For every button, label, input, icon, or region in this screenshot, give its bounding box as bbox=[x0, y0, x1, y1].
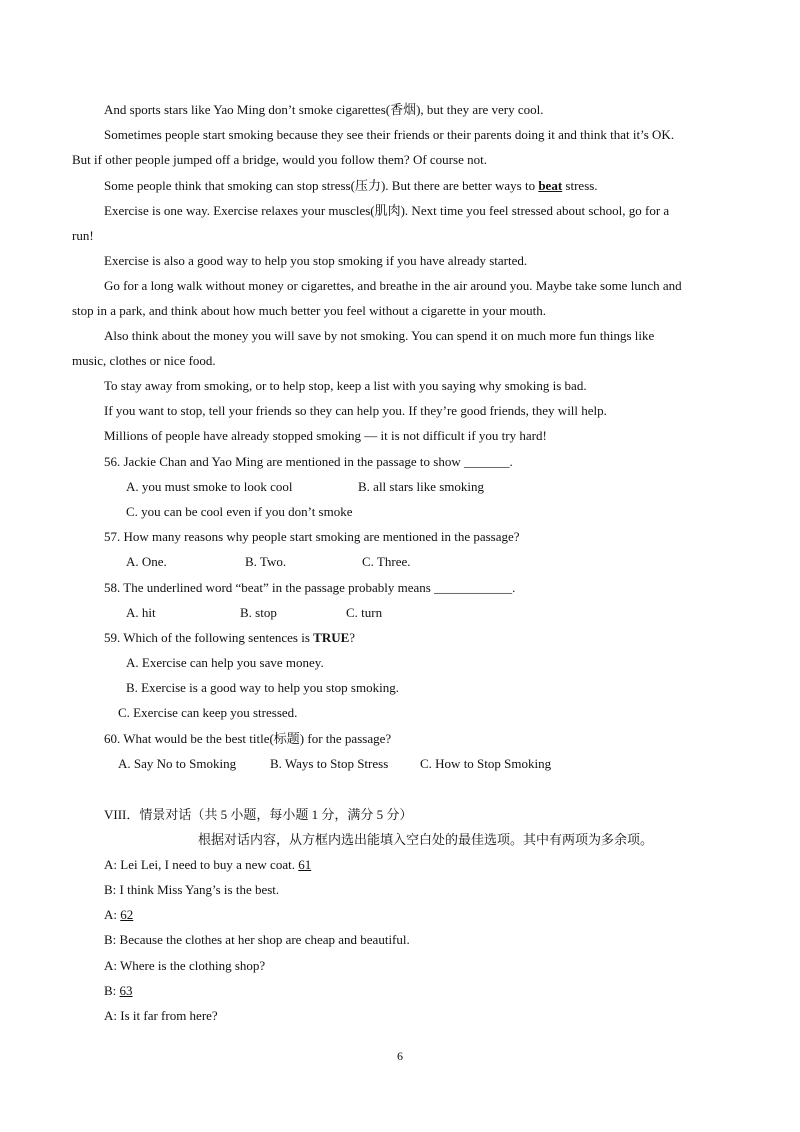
passage-line: Millions of people have already stopped smoking — it is not difficult if you try hard! bbox=[104, 428, 547, 443]
passage-line: But if other people jumped off a bridge, would you follow them? Of course not. bbox=[72, 152, 487, 167]
dialogue-text: B: bbox=[104, 983, 120, 998]
q57-option-c: C. Three. bbox=[362, 554, 411, 569]
underlined-word-beat: beat bbox=[538, 178, 563, 193]
passage-text: Some people think that smoking can stop stress(压力). But there are better ways to bbox=[104, 178, 539, 193]
passage-line: Go for a long walk without money or cigarettes, and breathe in the air around you. Maybe take some lunch and bbox=[104, 278, 682, 293]
blank-62: 62 bbox=[120, 907, 134, 922]
q56-option-a: A. you must smoke to look cool bbox=[126, 479, 293, 494]
q58-option-c: C. turn bbox=[346, 605, 383, 620]
passage-line: Exercise is one way. Exercise relaxes your muscles(肌肉). Next time you feel stressed about school, go for a bbox=[104, 203, 670, 218]
question-emphasis: TRUE bbox=[313, 630, 350, 645]
dialogue-line: A: Where is the clothing shop? bbox=[104, 958, 266, 973]
dialogue-line: A: Is it far from here? bbox=[104, 1008, 218, 1023]
dialogue-text: A: Lei Lei, I need to buy a new coat. bbox=[104, 857, 299, 872]
question-57: 57. How many reasons why people start smoking are mentioned in the passage? bbox=[104, 529, 520, 544]
dialogue-line: B: I think Miss Yang’s is the best. bbox=[104, 882, 280, 897]
passage-text: stress. bbox=[562, 178, 598, 193]
q57-option-b: B. Two. bbox=[245, 554, 287, 569]
passage-line: stop in a park, and think about how much better you feel without a cigarette in your mouth. bbox=[72, 303, 547, 318]
question-59 bbox=[104, 629, 355, 647]
passage-line: run! bbox=[72, 228, 94, 243]
dialogue-line: B: Because the clothes at her shop are cheap and beautiful. bbox=[104, 932, 410, 947]
q59-option-c: C. Exercise can keep you stressed. bbox=[118, 705, 298, 720]
page-number: 6 bbox=[397, 1049, 403, 1063]
passage-line: If you want to stop, tell your friends so they can help you. If they’re good friends, they will help. bbox=[104, 403, 607, 418]
passage-line: Also think about the money you will save by not smoking. You can spend it on much more fun things like bbox=[104, 328, 655, 343]
dialogue-line bbox=[104, 906, 133, 924]
question-text: 59. Which of the following sentences is bbox=[104, 630, 314, 645]
dialogue-line bbox=[104, 982, 133, 1000]
dialogue-line bbox=[104, 856, 311, 874]
question-text: ? bbox=[349, 630, 356, 645]
passage-line: Exercise is also a good way to help you stop smoking if you have already started. bbox=[104, 253, 528, 268]
q59-option-a: A. Exercise can help you save money. bbox=[126, 655, 324, 670]
passage-line: And sports stars like Yao Ming don’t smoke cigarettes(香烟), but they are very cool. bbox=[104, 102, 544, 117]
section-heading: VIII．情景对话（共 5 小题，每小题 1 分，满分 5 分） bbox=[104, 807, 413, 822]
passage-line: Sometimes people start smoking because they see their friends or their parents doing it and think that it’s OK. bbox=[104, 127, 675, 142]
q58-option-a: A. hit bbox=[126, 605, 156, 620]
question-56: 56. Jackie Chan and Yao Ming are mentioned in the passage to show _______. bbox=[104, 454, 513, 469]
passage-line bbox=[104, 177, 598, 195]
q60-option-c: C. How to Stop Smoking bbox=[420, 756, 552, 771]
section-instruction: 根据对话内容，从方框内选出能填入空白处的最佳选项。其中有两项为多余项。 bbox=[198, 832, 654, 847]
q60-option-a: A. Say No to Smoking bbox=[118, 756, 237, 771]
blank-61: 61 bbox=[298, 857, 312, 872]
question-58: 58. The underlined word “beat” in the passage probably means ____________. bbox=[104, 580, 516, 595]
q58-option-b: B. stop bbox=[240, 605, 277, 620]
q56-option-c: C. you can be cool even if you don’t smoke bbox=[126, 504, 353, 519]
q59-option-b: B. Exercise is a good way to help you stop smoking. bbox=[126, 680, 399, 695]
blank-63: 63 bbox=[119, 983, 133, 998]
q56-option-b: B. all stars like smoking bbox=[358, 479, 485, 494]
passage-line: To stay away from smoking, or to help stop, keep a list with you saying why smoking is bad. bbox=[104, 378, 587, 393]
q57-option-a: A. One. bbox=[126, 554, 167, 569]
dialogue-text: A: bbox=[104, 907, 121, 922]
question-60: 60. What would be the best title(标题) for the passage? bbox=[104, 731, 392, 746]
passage-line: music, clothes or nice food. bbox=[72, 353, 216, 368]
q60-option-b: B. Ways to Stop Stress bbox=[270, 756, 389, 771]
